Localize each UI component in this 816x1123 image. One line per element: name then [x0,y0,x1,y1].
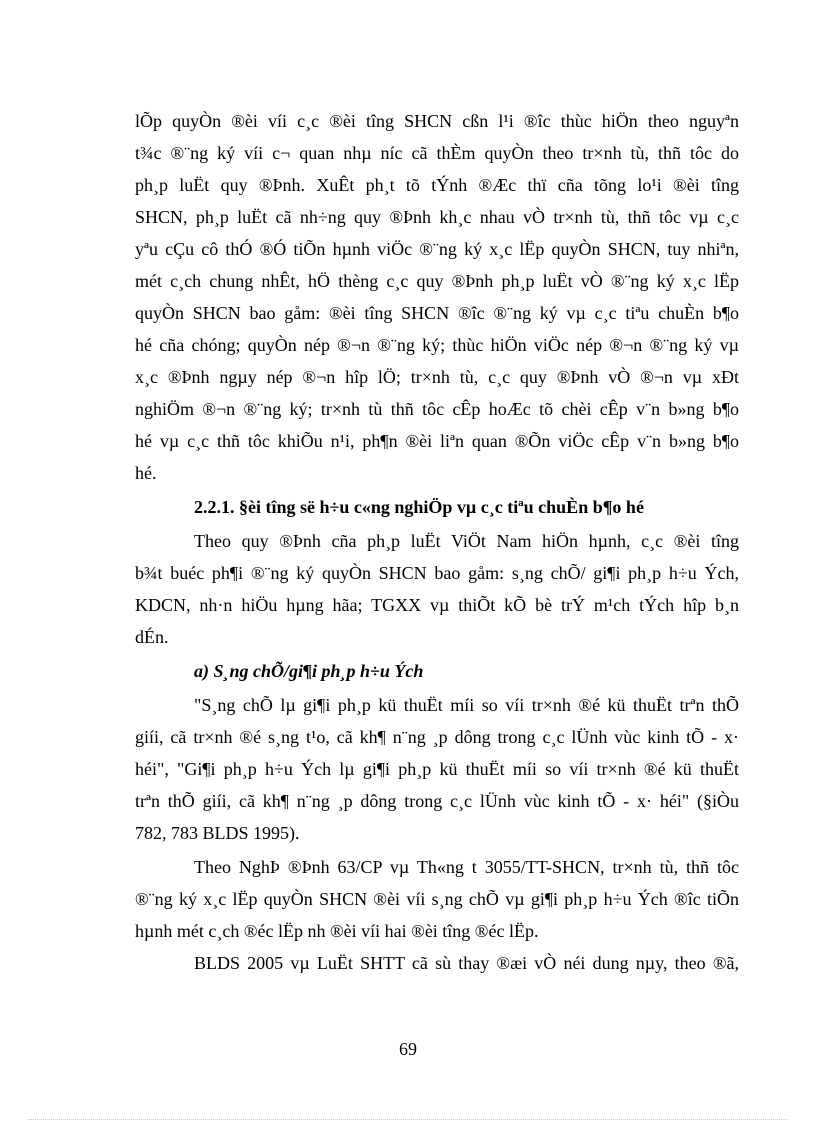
paragraph-line: t¾c ®¨ng ký víi c¬ quan nhµ níc cã thÈm quyÒn theo tr×nh tù, thñ tôc do [135,143,739,163]
paragraph-line: hµnh mét c¸ch ®éc lËp nh ®èi víi hai ®èi tîng ®éc lËp. [135,921,539,941]
paragraph-line: héi", "Gi¶i ph¸p h÷u Ých lµ gi¶i ph¸p kü thuËt míi so víi tr×nh ®é kü thuËt [135,759,739,779]
paragraph-line: "S¸ng chÕ lµ gi¶i ph¸p kü thuËt míi so víi tr×nh ®é kü thuËt trªn thÕ [194,695,739,715]
paragraph-line: BLDS 2005 vµ LuËt SHTT cã sù thay ®æi vÒ néi dung nµy, theo ®ã, [194,953,739,973]
paragraph-line: KDCN, nh·n hiÖu hµng hãa; TGXX vµ thiÕt kÕ bè trÝ m¹ch tÝch hîp b¸n [135,595,739,615]
paragraph-line: hé. [135,463,157,483]
section-heading: 2.2.1. §èi tîng së h÷u c«ng nghiÖp vµ c¸c tiªu chuÈn b¶o hé [194,497,644,517]
paragraph-line: yªu cÇu cô thÓ ®Ó tiÕn hµnh viÖc ®¨ng ký x¸c lËp quyÒn SHCN, tuy nhiªn, [135,239,739,259]
paragraph-line: SHCN, ph¸p luËt cã nh÷ng quy ®Þnh kh¸c nhau vÒ tr×nh tù, thñ tôc vµ c¸c [135,207,739,227]
paragraph-line: ph¸p luËt quy ®Þnh. XuÊt ph¸t tõ tÝnh ®Æc thï cña tõng lo¹i ®èi tîng [135,175,739,195]
paragraph-line: hé cña chóng; quyÒn nép ®¬n ®¨ng ký; thùc hiÖn viÖc nép ®¬n ®¨ng ký vµ [135,335,739,355]
paragraph-line: mét c¸ch chung nhÊt, hÖ thèng c¸c quy ®Þnh ph¸p luËt vÒ ®¨ng ký x¸c lËp [135,271,739,291]
paragraph-line: b¾t buéc ph¶i ®¨ng ký quyÒn SHCN bao gåm: s¸ng chÕ/ gi¶i ph¸p h÷u Ých, [135,563,739,583]
paragraph-line: Theo quy ®Þnh cña ph¸p luËt ViÖt Nam hiÖn hµnh, c¸c ®èi tîng [194,531,739,551]
paragraph-line: Theo NghÞ ®Þnh 63/CP vµ Th«ng t 3055/TT-SHCN, tr×nh tù, thñ tôc [194,857,739,877]
paragraph-line: ®¨ng ký x¸c lËp quyÒn SHCN ®èi víi s¸ng chÕ vµ gi¶i ph¸p h÷u Ých ®îc tiÕn [135,889,739,909]
paragraph-line: x¸c ®Þnh ngµy nép ®¬n hîp lÖ; tr×nh tù, c¸c quy ®Þnh vÒ ®¬n vµ xÐt [135,367,739,387]
paragraph-line: dÉn. [135,627,169,647]
paragraph-line: 782, 783 BLDS 1995). [135,823,300,843]
page-number: 69 [399,1039,417,1059]
subsection-heading: a) S¸ng chÕ/gi¶i ph¸p h÷u Ých [194,661,424,681]
paragraph-line: trªn thÕ giíi, cã kh¶ n¨ng ¸p dông trong c¸c lÜnh vùc kinh tÕ - x· héi" (§iÒu [135,791,739,811]
page-bottom-divider [28,1119,788,1120]
paragraph-line: quyÒn SHCN bao gåm: ®èi tîng SHCN ®îc ®¨ng ký vµ c¸c tiªu chuÈn b¶o [135,303,739,323]
paragraph-line: nghiÖm ®¬n ®¨ng ký; tr×nh tù thñ tôc cÊp hoÆc tõ chèi cÊp v¨n b»ng b¶o [135,399,739,419]
paragraph-line: lÕp quyÒn ®èi víi c¸c ®èi tîng SHCN cßn l¹i ®îc thùc hiÖn theo nguyªn [135,111,739,131]
paragraph-line: giíi, cã tr×nh ®é s¸ng t¹o, cã kh¶ n¨ng ¸p dông trong c¸c lÜnh vùc kinh tÕ - x· [135,727,739,747]
paragraph-line: hé vµ c¸c thñ tôc khiÕu n¹i, ph¶n ®èi liªn quan ®Õn viÖc cÊp v¨n b»ng b¶o [135,431,739,451]
